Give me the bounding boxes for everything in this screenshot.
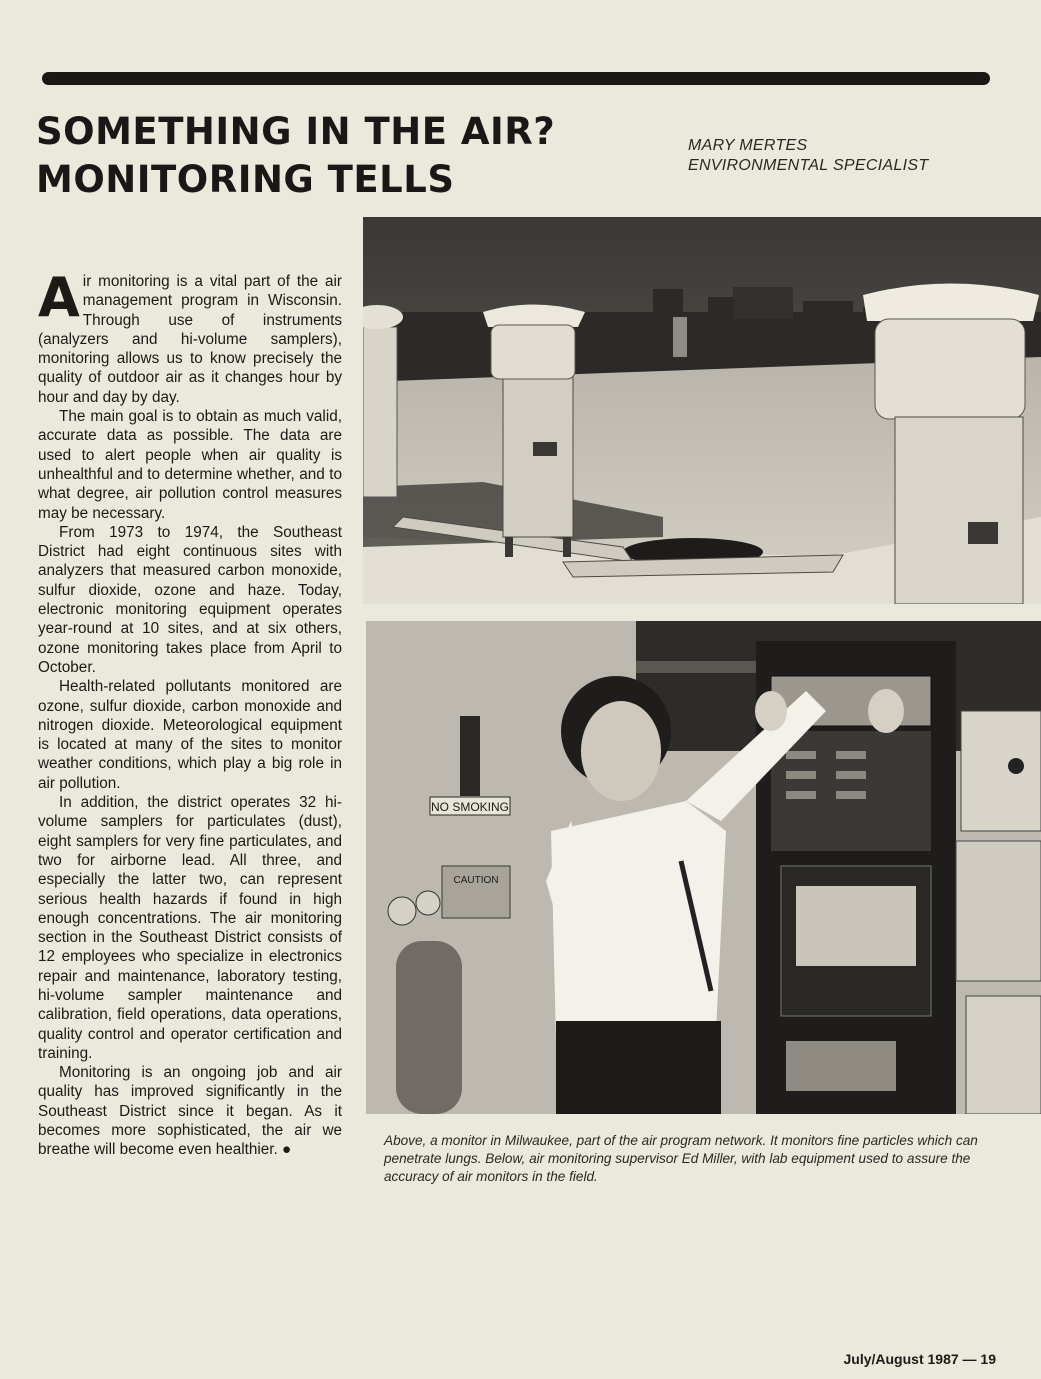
caution-sign: CAUTION: [453, 875, 499, 886]
photo-caption: Above, a monitor in Milwaukee, part of the air program network. It monitors fine particles which can penetrate lungs. Below, air monitoring supervisor Ed Miller, with lab equipment used to assure the accuracy of air monitors in the field.: [384, 1133, 978, 1184]
rooftop-monitors-illustration: [363, 217, 1041, 604]
author-name: MARY MERTES: [688, 137, 808, 154]
paragraph-1-text: ir monitoring is a vital part of the air management program in Wisconsin. Through use of instruments (analyzers and hi-volume samplers), monitoring allows us to know precisely the quality of outdoor air as it changes hour by hour and day by day.: [38, 273, 342, 406]
no-smoking-sign: NO SMOKING: [430, 800, 510, 814]
author-title: ENVIRONMENTAL SPECIALIST: [688, 157, 929, 174]
article-paragraph-5: In addition, the district operates 32 hi-volume samplers for particulates (dust), eight samplers for very fine particulates, and two for airborne lead. All three, and especially the latter two, can represent serious health hazards if found in high enough concentrations. The air monitoring section in the Southeast District consists of 12 employees who specialize in electronics repair and maintenance, laboratory testing, hi-volume sampler maintenance and calibration, field operations, data operations, quality control and operator certification and training.: [38, 794, 342, 1062]
headline-line-2: MONITORING TELLS: [36, 158, 455, 201]
article-paragraph-3: From 1973 to 1974, the Southeast District had eight continuous sites with analyzers that measured carbon monoxide, sulfur dioxide, ozone and haze. Today, electronic monitoring equipment operates year-round at 10 sites, and at six others, ozone monitoring takes place from April to October.: [38, 523, 342, 676]
headline-line-1: SOMETHING IN THE AIR?: [36, 110, 556, 153]
byline: [688, 136, 1018, 176]
rooftop-monitors-photo: [363, 217, 1041, 604]
headline: [36, 108, 676, 204]
lab-equipment-photo: [366, 621, 1041, 1114]
article-body: [38, 266, 342, 1160]
supervisor-illustration: [366, 621, 1041, 1114]
article-paragraph-2: The main goal is to obtain as much valid, accurate data as possible. The data are used to alert people when air quality is unhealthful and to determine whether, and to what degree, air pollution control measures may be necessary.: [38, 408, 342, 522]
drop-cap: A: [38, 266, 80, 329]
page-folio: July/August 1987 — 19: [843, 1351, 996, 1367]
article-paragraph-4: Health-related pollutants monitored are ozone, sulfur dioxide, carbon monoxide and nitrogen dioxide. Meteorological equipment is located at many of the sites to monitor weather conditions, which play a big role in air pollution.: [38, 678, 342, 792]
top-rule: [42, 72, 990, 85]
article-paragraph-6: Monitoring is an ongoing job and air quality has improved significantly in the Southeast District since it began. As it becomes more sophisticated, the air we breathe will become even healthier. ●: [38, 1064, 342, 1159]
article-paragraph-1: [38, 266, 342, 407]
